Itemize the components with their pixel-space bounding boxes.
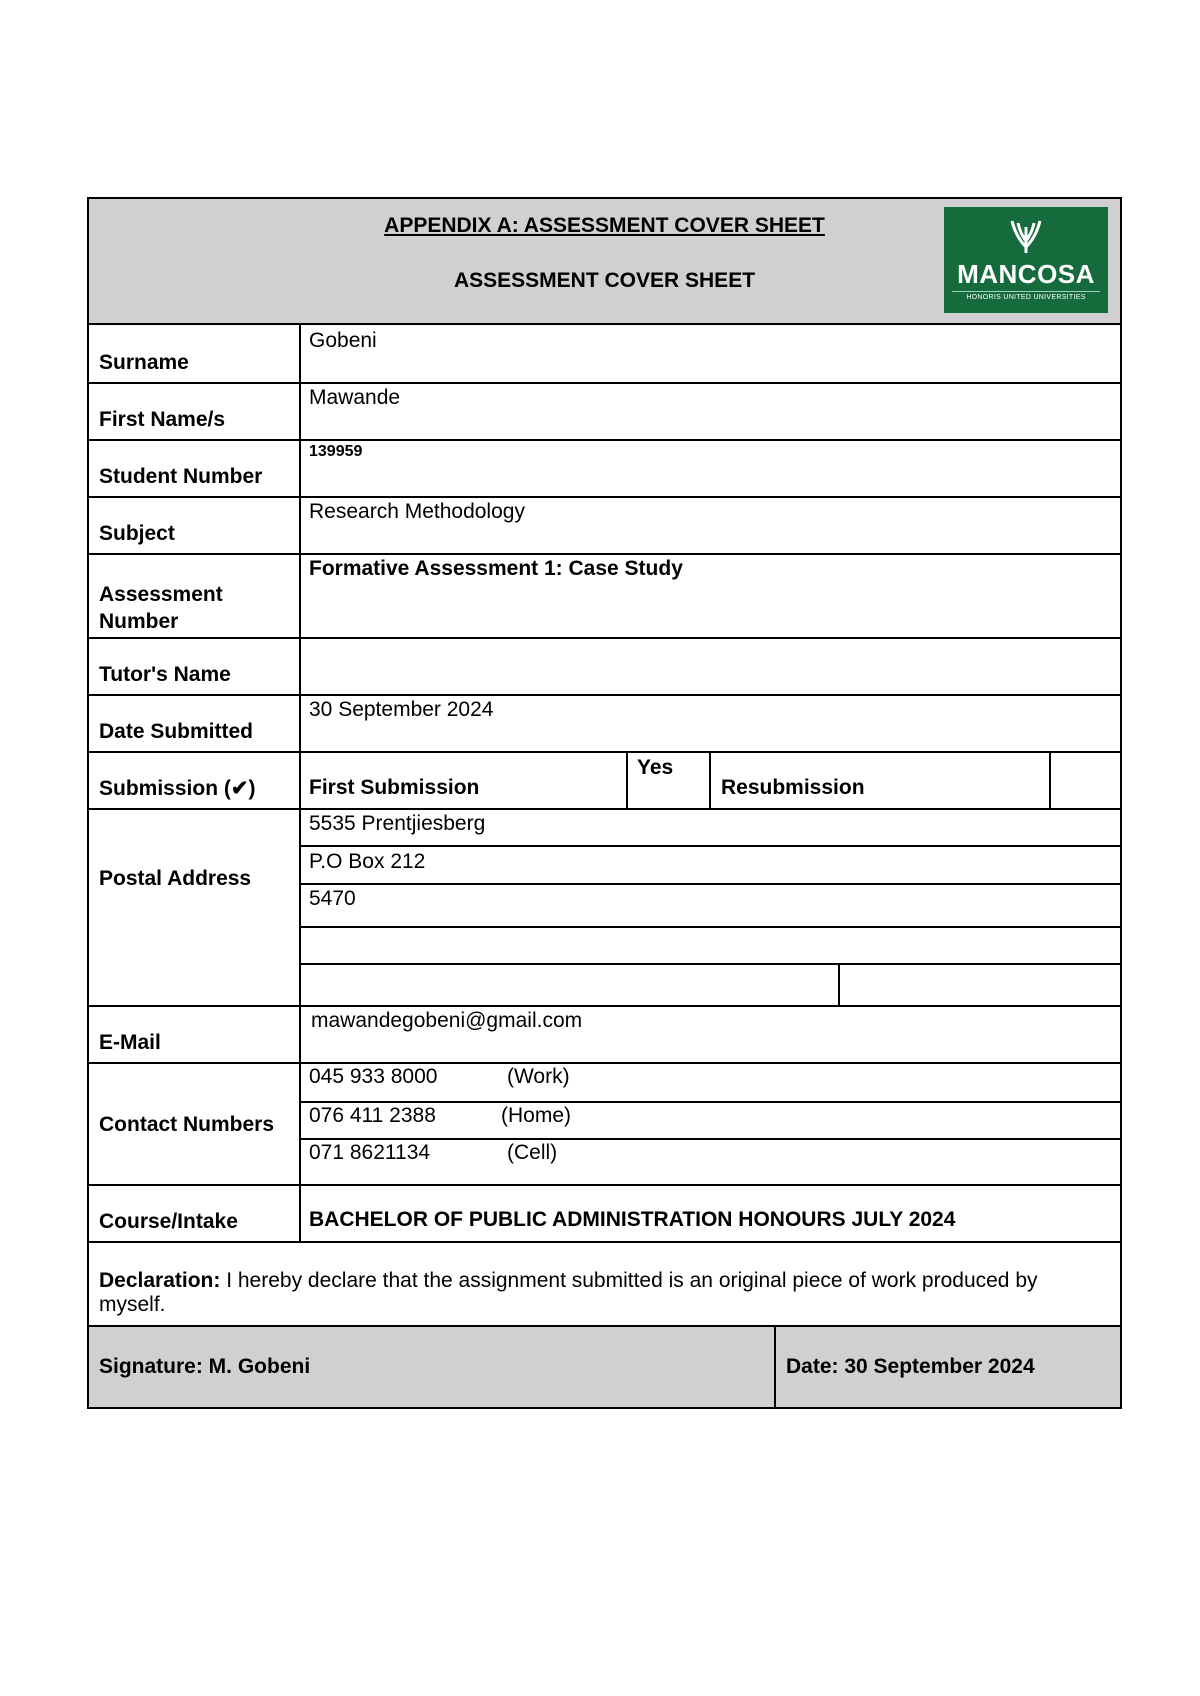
course-intake-label: Course/Intake	[99, 1210, 238, 1233]
postal-line-3: 5470	[309, 887, 356, 910]
mancosa-logo	[944, 207, 1108, 313]
signature: Signature: M. Gobeni	[99, 1355, 311, 1378]
course-intake-value: BACHELOR OF PUBLIC ADMINISTRATION HONOURS JULY 2024	[309, 1208, 956, 1231]
first-submission-yes: Yes	[637, 756, 674, 779]
declaration	[99, 1269, 1109, 1317]
date-submitted-value: 30 September 2024	[309, 698, 494, 721]
logo-subtext: HONORIS UNITED UNIVERSITIES	[952, 291, 1100, 301]
contact-work-type: (Work)	[507, 1065, 570, 1088]
appendix-title: APPENDIX A: ASSESSMENT COVER SHEET	[384, 214, 825, 237]
student-number-value: 139959	[309, 443, 363, 460]
logo-brand-text: MANCOSA	[957, 259, 1095, 289]
contact-home-number: 076 411 2388	[309, 1104, 436, 1127]
contact-cell-type: (Cell)	[507, 1141, 558, 1164]
resubmission-label: Resubmission	[721, 776, 865, 799]
contact-cell-number: 071 8621134	[309, 1141, 431, 1164]
declaration-label: Declaration:	[99, 1269, 221, 1292]
first-name-label: First Name/s	[99, 408, 226, 431]
postal-line-2: P.O Box 212	[309, 850, 426, 873]
signature-date: Date: 30 September 2024	[786, 1355, 1035, 1378]
logo-leaf-icon	[944, 217, 1108, 260]
student-number-label: Student Number	[99, 465, 263, 488]
subject-label: Subject	[99, 522, 175, 545]
sheet-title: ASSESSMENT COVER SHEET	[453, 269, 756, 292]
subject-value: Research Methodology	[309, 500, 525, 523]
contact-work-number: 045 933 8000	[309, 1065, 438, 1088]
first-name-value: Mawande	[309, 386, 401, 409]
postal-line-1: 5535 Prentjiesberg	[309, 812, 486, 835]
email-value: mawandegobeni@gmail.com	[311, 1009, 583, 1032]
tutor-name-label: Tutor's Name	[99, 663, 231, 686]
column-divider	[299, 325, 301, 1241]
contact-home-type: (Home)	[501, 1104, 572, 1127]
declaration-text: I hereby declare that the assignment submitted is an original piece of work produced by myself.	[99, 1269, 1038, 1316]
surname-value: Gobeni	[309, 329, 377, 352]
submission-label: Submission (✔)	[99, 777, 256, 800]
signature-footer	[89, 1325, 1120, 1407]
assessment-cover-sheet	[87, 197, 1122, 1409]
assessment-number-label: Assessment Number	[99, 583, 223, 633]
date-submitted-label: Date Submitted	[99, 720, 254, 743]
postal-address-label: Postal Address	[99, 867, 252, 890]
email-label: E-Mail	[99, 1031, 161, 1054]
first-submission-label: First Submission	[309, 776, 480, 799]
surname-label: Surname	[99, 351, 189, 374]
contact-numbers-label: Contact Numbers	[99, 1113, 275, 1136]
cover-header	[89, 199, 1120, 325]
assessment-number-value: Formative Assessment 1: Case Study	[309, 557, 683, 580]
